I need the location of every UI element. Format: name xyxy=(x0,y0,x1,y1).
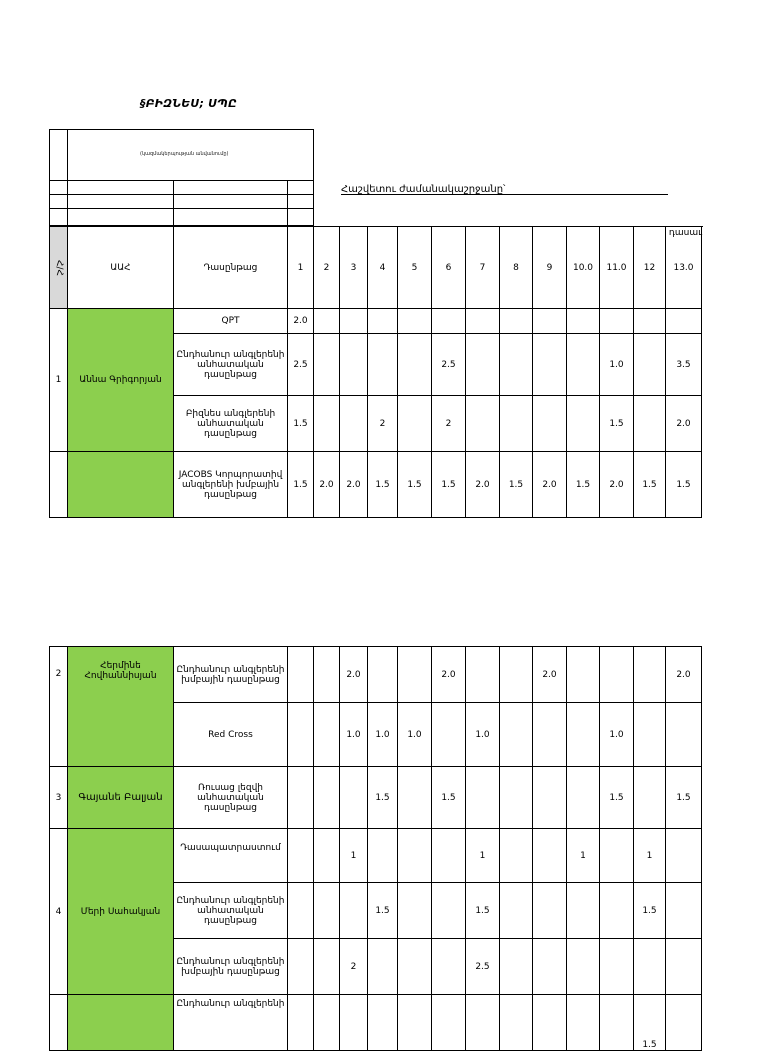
org-line-3 xyxy=(49,208,314,209)
company-title: §ԲԻԶՆԵՍ; ՍՊԸ xyxy=(140,97,238,110)
hours-cell xyxy=(314,334,340,396)
hours-cell: 1.5 xyxy=(634,452,666,518)
hours-cell xyxy=(666,309,702,334)
org-vline-3 xyxy=(287,180,288,226)
hours-cell xyxy=(432,995,466,1051)
hours-cell: 2.0 xyxy=(466,452,500,518)
hours-cell xyxy=(398,334,432,396)
hours-cell: 2.0 xyxy=(314,452,340,518)
col-header-name: ԱԱՀ xyxy=(68,227,174,309)
hours-cell: 1.5 xyxy=(666,452,702,518)
hours-cell: 1.0 xyxy=(600,334,634,396)
hours-cell xyxy=(567,396,600,452)
day-header: 11.0 xyxy=(600,227,634,309)
hours-cell: 1 xyxy=(634,829,666,883)
hours-cell xyxy=(398,829,432,883)
hours-cell xyxy=(666,703,702,767)
table-row xyxy=(50,767,702,829)
hours-cell xyxy=(432,703,466,767)
hours-cell xyxy=(314,883,340,939)
hours-cell xyxy=(288,829,314,883)
table-row xyxy=(50,647,702,703)
hours-cell: 1.5 xyxy=(432,767,466,829)
hours-cell xyxy=(466,396,500,452)
person-name: Աննա Գրիգորյան xyxy=(68,309,174,452)
org-box-left-col xyxy=(67,129,68,180)
row-number: 3 xyxy=(50,767,68,829)
hours-cell: 2.0 xyxy=(666,647,702,703)
table-row xyxy=(50,829,702,883)
hours-cell: 3.5 xyxy=(666,334,702,396)
hours-cell xyxy=(634,939,666,995)
hours-cell xyxy=(398,647,432,703)
course-name: Ռուսաց լեզվի անհատական դասընթաց xyxy=(174,767,288,829)
hours-cell: 2.0 xyxy=(533,452,567,518)
hours-cell: 1.5 xyxy=(500,452,533,518)
hours-cell xyxy=(368,995,398,1051)
hours-cell xyxy=(634,396,666,452)
day-header: 13.0 xyxy=(666,227,702,309)
hours-cell xyxy=(340,883,368,939)
hours-cell xyxy=(398,396,432,452)
hours-cell xyxy=(288,939,314,995)
hours-cell xyxy=(634,334,666,396)
hours-cell xyxy=(533,995,567,1051)
hours-cell: 1.5 xyxy=(368,767,398,829)
hours-cell: 1.0 xyxy=(466,703,500,767)
org-box xyxy=(49,129,314,226)
hours-cell xyxy=(288,703,314,767)
hours-cell xyxy=(288,767,314,829)
hours-cell xyxy=(500,703,533,767)
course-name: Red Cross xyxy=(174,703,288,767)
day-header: 6 xyxy=(432,227,466,309)
hours-cell xyxy=(500,309,533,334)
hours-cell xyxy=(600,883,634,939)
hours-cell xyxy=(533,703,567,767)
course-name: QPT xyxy=(174,309,288,334)
hours-cell xyxy=(466,647,500,703)
hours-cell xyxy=(314,396,340,452)
hours-cell xyxy=(600,309,634,334)
hours-cell xyxy=(500,767,533,829)
hours-cell xyxy=(634,703,666,767)
person-name xyxy=(68,995,174,1051)
table-row xyxy=(50,309,702,334)
hours-cell xyxy=(634,767,666,829)
hours-cell xyxy=(340,396,368,452)
hours-cell xyxy=(314,829,340,883)
hours-cell xyxy=(398,767,432,829)
hours-cell xyxy=(340,309,368,334)
course-name: JACOBS Կորպորատիվ անգլերենի խմբային դասընթաց xyxy=(174,452,288,518)
day-header: 7 xyxy=(466,227,500,309)
hours-cell xyxy=(314,703,340,767)
hours-cell xyxy=(500,829,533,883)
hours-cell xyxy=(500,396,533,452)
hours-cell: 1.5 xyxy=(666,767,702,829)
org-line-1 xyxy=(49,180,314,181)
day-header: 12 xyxy=(634,227,666,309)
period-underline xyxy=(341,194,668,195)
hours-cell xyxy=(567,334,600,396)
hours-cell: 2.0 xyxy=(340,452,368,518)
hours-cell xyxy=(600,939,634,995)
hours-cell xyxy=(314,995,340,1051)
hours-cell: 1.5 xyxy=(288,452,314,518)
header-row xyxy=(50,227,702,309)
hours-cell xyxy=(567,309,600,334)
course-name: Բիզնես անգլերենի անհատական դասընթաց xyxy=(174,396,288,452)
day-header: 2 xyxy=(314,227,340,309)
hours-cell: 2 xyxy=(432,396,466,452)
hours-cell xyxy=(533,883,567,939)
hours-cell: 2 xyxy=(340,939,368,995)
hours-cell xyxy=(398,883,432,939)
hours-cell: 2.5 xyxy=(432,334,466,396)
day-header: 5 xyxy=(398,227,432,309)
hours-cell: 1.5 xyxy=(600,767,634,829)
person-name xyxy=(68,452,174,518)
hours-cell: 1.0 xyxy=(600,703,634,767)
hours-cell xyxy=(398,995,432,1051)
row-number xyxy=(50,995,68,1051)
hours-cell: 1 xyxy=(340,829,368,883)
hours-cell xyxy=(567,703,600,767)
hours-cell xyxy=(432,883,466,939)
days-header-label: դասաւ xyxy=(668,228,702,238)
hours-cell xyxy=(432,309,466,334)
hours-cell: 1.5 xyxy=(368,452,398,518)
course-name: Ընդհանուր անգլերենի անհատական դասընթաց xyxy=(174,883,288,939)
hours-cell xyxy=(398,939,432,995)
hours-cell xyxy=(666,995,702,1051)
hours-cell xyxy=(567,647,600,703)
hours-cell: 2.0 xyxy=(666,396,702,452)
hours-cell xyxy=(600,829,634,883)
hours-cell: 1.5 xyxy=(398,452,432,518)
course-name: Ընդհանուր անգլերենի խմբային դասընթաց xyxy=(174,647,288,703)
hours-cell xyxy=(466,767,500,829)
hours-cell xyxy=(340,995,368,1051)
hours-cell: 1.5 xyxy=(600,396,634,452)
row-number xyxy=(50,452,68,518)
period-label: Հաշվետու ժամանակաշրջանը՝ xyxy=(341,184,506,195)
hours-cell: 1.0 xyxy=(368,703,398,767)
org-line-2 xyxy=(49,194,314,195)
hours-cell xyxy=(634,309,666,334)
hours-cell xyxy=(500,647,533,703)
hours-cell xyxy=(466,309,500,334)
hours-cell xyxy=(314,309,340,334)
row-number: 2 xyxy=(50,647,68,767)
table-row xyxy=(50,995,702,1051)
hours-cell xyxy=(368,334,398,396)
hours-cell xyxy=(314,939,340,995)
hours-cell xyxy=(533,396,567,452)
hours-cell xyxy=(533,334,567,396)
schedule-table-bottom xyxy=(49,646,702,1051)
hours-cell: 1 xyxy=(466,829,500,883)
table-row xyxy=(50,452,702,518)
hours-cell: 2.0 xyxy=(600,452,634,518)
hours-cell xyxy=(368,829,398,883)
org-vline-2 xyxy=(173,180,174,226)
hours-cell: 1.5 xyxy=(567,452,600,518)
hours-cell: 2.0 xyxy=(340,647,368,703)
hours-cell xyxy=(533,767,567,829)
day-header: 4 xyxy=(368,227,398,309)
hours-cell xyxy=(567,767,600,829)
hours-cell xyxy=(600,647,634,703)
day-header: 9 xyxy=(533,227,567,309)
hours-cell xyxy=(500,939,533,995)
row-number: 1 xyxy=(50,309,68,452)
hours-cell xyxy=(567,995,600,1051)
hours-cell: 1 xyxy=(567,829,600,883)
schedule-table-top xyxy=(49,226,702,518)
course-name: Ընդհանուր անգլերենի անհատական դասընթաց xyxy=(174,334,288,396)
hours-cell xyxy=(567,883,600,939)
hours-cell: 1.5 xyxy=(634,883,666,939)
hours-cell: 1.5 xyxy=(466,883,500,939)
col-header-index xyxy=(50,227,68,309)
day-header: 8 xyxy=(500,227,533,309)
hours-cell xyxy=(666,829,702,883)
course-name: Դասապատրաստում xyxy=(174,829,288,883)
hours-cell xyxy=(466,995,500,1051)
hours-cell xyxy=(666,883,702,939)
col-header-course: Դասընթաց xyxy=(174,227,288,309)
person-name: Մերի Սահակյան xyxy=(68,829,174,995)
person-name: Գայանե Բալյան xyxy=(68,767,174,829)
hours-cell xyxy=(340,334,368,396)
day-header: 10.0 xyxy=(567,227,600,309)
hours-cell: 1.5 xyxy=(288,396,314,452)
hours-cell xyxy=(314,647,340,703)
hours-cell: 2 xyxy=(368,396,398,452)
hours-cell xyxy=(533,309,567,334)
hours-cell xyxy=(314,767,340,829)
hours-cell xyxy=(533,829,567,883)
hours-cell: 1.0 xyxy=(340,703,368,767)
hours-cell xyxy=(288,883,314,939)
hours-cell: 1.0 xyxy=(398,703,432,767)
day-header: 1 xyxy=(288,227,314,309)
hours-cell: 1.5 xyxy=(432,452,466,518)
row-number: 4 xyxy=(50,829,68,995)
hours-cell: 2.0 xyxy=(288,309,314,334)
hours-cell: 1.5 xyxy=(368,883,398,939)
hours-cell xyxy=(340,767,368,829)
hours-cell xyxy=(432,829,466,883)
course-name: Ընդհանուր անգլերենի xyxy=(174,995,288,1051)
hours-cell: 1.5 xyxy=(634,995,666,1051)
index-label: Հ/Հ xyxy=(53,259,64,276)
hours-cell xyxy=(288,995,314,1051)
day-header: 3 xyxy=(340,227,368,309)
hours-cell xyxy=(533,939,567,995)
hours-cell: 2.0 xyxy=(432,647,466,703)
hours-cell xyxy=(466,334,500,396)
hours-cell xyxy=(368,309,398,334)
hours-cell xyxy=(600,995,634,1051)
course-name: Ընդհանուր անգլերենի խմբային դասընթաց xyxy=(174,939,288,995)
hours-cell xyxy=(398,309,432,334)
hours-cell: 2.5 xyxy=(466,939,500,995)
hours-cell xyxy=(368,647,398,703)
hours-cell xyxy=(500,334,533,396)
hours-cell xyxy=(288,647,314,703)
page-gap xyxy=(0,518,768,646)
hours-cell xyxy=(368,939,398,995)
org-vline-1 xyxy=(67,180,68,226)
hours-cell: 2.0 xyxy=(533,647,567,703)
hours-cell xyxy=(567,939,600,995)
person-name: Հերմինե Հովհաննիսյան xyxy=(68,647,174,767)
hours-cell xyxy=(666,939,702,995)
hours-cell xyxy=(432,939,466,995)
org-name-caption: (կազմակերպության անվանումը) xyxy=(140,151,229,157)
hours-cell xyxy=(500,883,533,939)
hours-cell xyxy=(500,995,533,1051)
hours-cell xyxy=(634,647,666,703)
hours-cell: 2.5 xyxy=(288,334,314,396)
